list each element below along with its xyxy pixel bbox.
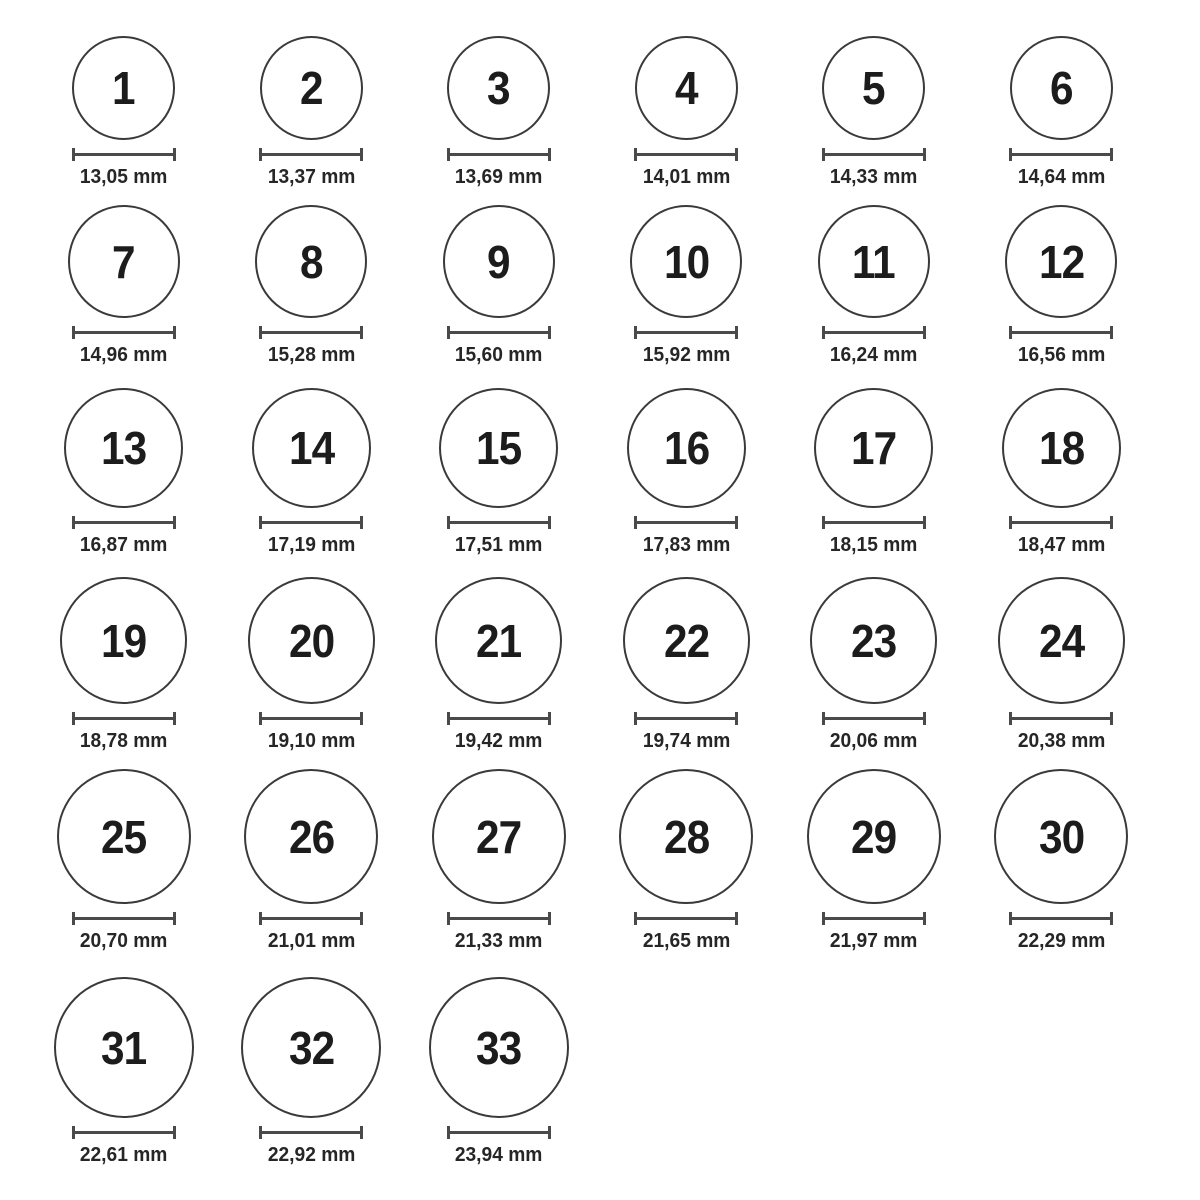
ring-size-cell [218,769,406,954]
ring-size-cell [218,577,406,754]
measure-bar [637,331,735,334]
diameter-measure-line [259,1126,363,1139]
measure-bar [825,331,923,334]
ring-size-circle [64,388,183,508]
ring-size-cell [968,388,1156,558]
diameter-label: 16,87 mm [79,534,168,556]
ring-size-circle [627,388,746,508]
ring-size-number: 29 [851,810,897,863]
ring-size-row [30,2,1200,190]
measure-bar [1012,917,1110,920]
ring-size-circle [252,388,371,508]
ring-size-cell [30,769,218,954]
ring-size-cell [780,388,968,558]
diameter-label: 21,01 mm [267,930,356,952]
ring-size-number: 13 [101,422,147,474]
ring-size-cell [405,769,593,954]
ring-size-number: 24 [1038,614,1084,667]
measure-bar [75,521,173,524]
diameter-measure-line [822,326,926,339]
ring-size-circle [57,769,191,904]
ring-size-circle [241,977,381,1118]
measure-bar [637,153,735,156]
ring-size-circle [429,977,569,1118]
diameter-measure-line [72,148,176,161]
diameter-measure-line [1009,326,1113,339]
measure-bar [262,331,360,334]
ring-size-number: 6 [1049,62,1073,114]
ring-size-cell [593,388,781,558]
measure-bar [637,917,735,920]
diameter-measure-line [1009,712,1113,725]
diameter-measure-line [259,148,363,161]
measure-bar [637,717,735,720]
measure-bar [75,331,173,334]
ring-size-circle [630,205,742,318]
diameter-label: 16,24 mm [829,344,918,366]
diameter-measure-line [447,326,551,339]
ring-size-cell [780,36,968,190]
ring-size-cell [780,769,968,954]
ring-size-row [30,754,1200,954]
diameter-label: 16,56 mm [1017,344,1106,366]
ring-size-cell [218,388,406,558]
diameter-measure-line [822,712,926,725]
ring-size-number: 26 [288,810,334,863]
ring-size-number: 7 [112,235,136,288]
diameter-measure-line [1009,516,1113,529]
ring-size-number: 22 [663,614,709,667]
ring-size-circle [994,769,1128,904]
diameter-measure-line [259,326,363,339]
measure-bar [1012,717,1110,720]
diameter-label: 18,78 mm [79,730,168,752]
diameter-measure-line [447,1126,551,1139]
measure-bar [75,1131,173,1134]
diameter-label: 20,06 mm [829,730,918,752]
diameter-label: 14,64 mm [1017,166,1106,188]
ring-size-number: 30 [1038,810,1084,863]
ring-size-row [30,558,1200,754]
ring-size-number: 2 [299,62,323,114]
measure-bar [637,521,735,524]
ring-size-circle [244,769,378,904]
ring-size-cell [405,388,593,558]
diameter-measure-line [259,912,363,925]
ring-size-circle [432,769,566,904]
ring-size-number: 19 [101,614,147,667]
ring-size-number: 28 [663,810,709,863]
diameter-measure-line [447,516,551,529]
ring-size-circle [619,769,753,904]
ring-size-cell [593,36,781,190]
diameter-measure-line [259,712,363,725]
diameter-measure-line [72,326,176,339]
ring-size-row [30,190,1200,368]
ring-size-circle [998,577,1125,704]
diameter-label: 15,60 mm [454,344,543,366]
ring-size-circle [818,205,930,318]
ring-size-cell [593,769,781,954]
diameter-measure-line [447,912,551,925]
measure-bar [262,717,360,720]
ring-size-cell [30,577,218,754]
measure-bar [450,331,548,334]
diameter-measure-line [822,148,926,161]
measure-bar [75,917,173,920]
diameter-measure-line [822,912,926,925]
measure-bar [262,521,360,524]
diameter-measure-line [72,912,176,925]
ring-size-number: 25 [101,810,147,863]
diameter-label: 21,97 mm [829,930,918,952]
ring-size-circle [1005,205,1117,318]
ring-size-circle [810,577,937,704]
ring-size-number: 3 [487,62,511,114]
ring-size-number: 8 [299,235,323,288]
diameter-label: 18,15 mm [829,534,918,556]
diameter-label: 17,83 mm [642,534,731,556]
measure-bar [1012,153,1110,156]
diameter-label: 13,05 mm [79,166,168,188]
ring-size-cell [593,577,781,754]
ring-size-cell [405,205,593,368]
diameter-label: 19,74 mm [642,730,731,752]
measure-bar [262,1131,360,1134]
diameter-label: 22,61 mm [79,1144,168,1166]
ring-size-cell [218,977,406,1168]
diameter-measure-line [634,516,738,529]
ring-size-circle [1002,388,1121,508]
diameter-measure-line [72,1126,176,1139]
ring-size-cell [405,977,593,1168]
ring-size-circle [439,388,558,508]
diameter-label: 20,38 mm [1017,730,1106,752]
ring-size-cell [30,388,218,558]
diameter-label: 15,28 mm [267,344,356,366]
ring-size-cell [218,36,406,190]
ring-size-circle [435,577,562,704]
ring-size-cell [405,577,593,754]
ring-size-number: 31 [101,1021,147,1074]
diameter-label: 13,69 mm [454,166,543,188]
ring-size-cell [968,769,1156,954]
ring-size-cell [780,205,968,368]
diameter-label: 15,92 mm [642,344,731,366]
diameter-measure-line [72,516,176,529]
ring-size-circle [72,36,175,140]
ring-size-number: 21 [476,614,522,667]
ring-size-number: 20 [288,614,334,667]
ring-size-number: 10 [663,235,709,288]
diameter-label: 19,10 mm [267,730,356,752]
ring-size-cell [968,577,1156,754]
diameter-label: 19,42 mm [454,730,543,752]
ring-size-cell [218,205,406,368]
diameter-label: 13,37 mm [267,166,356,188]
ring-size-number: 17 [851,422,897,474]
ring-size-number: 15 [476,422,522,474]
diameter-label: 22,92 mm [267,1144,356,1166]
ring-size-circle [255,205,367,318]
ring-size-number: 16 [663,422,709,474]
measure-bar [1012,331,1110,334]
measure-bar [450,1131,548,1134]
diameter-label: 21,33 mm [454,930,543,952]
diameter-measure-line [634,148,738,161]
ring-size-cell [30,36,218,190]
diameter-label: 20,70 mm [79,930,168,952]
ring-size-number: 9 [487,235,511,288]
ring-size-circle [447,36,550,140]
ring-size-cell [30,205,218,368]
measure-bar [75,153,173,156]
diameter-label: 18,47 mm [1017,534,1106,556]
diameter-measure-line [1009,912,1113,925]
measure-bar [1012,521,1110,524]
diameter-label: 14,01 mm [642,166,731,188]
measure-bar [450,153,548,156]
ring-size-number: 23 [851,614,897,667]
ring-size-cell [593,205,781,368]
ring-size-circle [814,388,933,508]
ring-size-circle [54,977,194,1118]
ring-size-circle [822,36,925,140]
ring-size-circle [60,577,187,704]
ring-size-cell [780,577,968,754]
diameter-measure-line [259,516,363,529]
diameter-measure-line [634,912,738,925]
ring-size-circle [443,205,555,318]
diameter-measure-line [634,326,738,339]
ring-size-number: 12 [1038,235,1084,288]
measure-bar [450,717,548,720]
diameter-label: 17,51 mm [454,534,543,556]
diameter-label: 14,33 mm [829,166,918,188]
diameter-measure-line [447,148,551,161]
ring-size-circle [260,36,363,140]
diameter-label: 14,96 mm [79,344,168,366]
ring-size-row [30,954,1200,1168]
ring-size-number: 4 [674,62,698,114]
ring-size-number: 14 [288,422,334,474]
diameter-measure-line [634,712,738,725]
ring-size-number: 27 [476,810,522,863]
ring-size-number: 1 [112,62,136,114]
diameter-label: 23,94 mm [454,1144,543,1166]
measure-bar [825,917,923,920]
measure-bar [450,917,548,920]
ring-size-circle [623,577,750,704]
ring-size-number: 32 [288,1021,334,1074]
ring-size-number: 33 [476,1021,522,1074]
measure-bar [825,717,923,720]
diameter-measure-line [1009,148,1113,161]
ring-size-number: 11 [852,235,896,288]
ring-size-circle [248,577,375,704]
diameter-measure-line [822,516,926,529]
ring-size-row [30,368,1200,558]
measure-bar [825,153,923,156]
measure-bar [75,717,173,720]
ring-size-circle [1010,36,1113,140]
ring-size-circle [807,769,941,904]
ring-size-cell [30,977,218,1168]
ring-size-circle [68,205,180,318]
diameter-label: 17,19 mm [267,534,356,556]
ring-size-cell [968,205,1156,368]
diameter-label: 21,65 mm [642,930,731,952]
measure-bar [262,917,360,920]
diameter-measure-line [72,712,176,725]
measure-bar [825,521,923,524]
measure-bar [262,153,360,156]
ring-size-number: 18 [1038,422,1084,474]
measure-bar [450,521,548,524]
ring-size-cell [968,36,1156,190]
ring-size-number: 5 [862,62,886,114]
ring-size-circle [635,36,738,140]
ring-size-cell [405,36,593,190]
diameter-measure-line [447,712,551,725]
diameter-label: 22,29 mm [1017,930,1106,952]
